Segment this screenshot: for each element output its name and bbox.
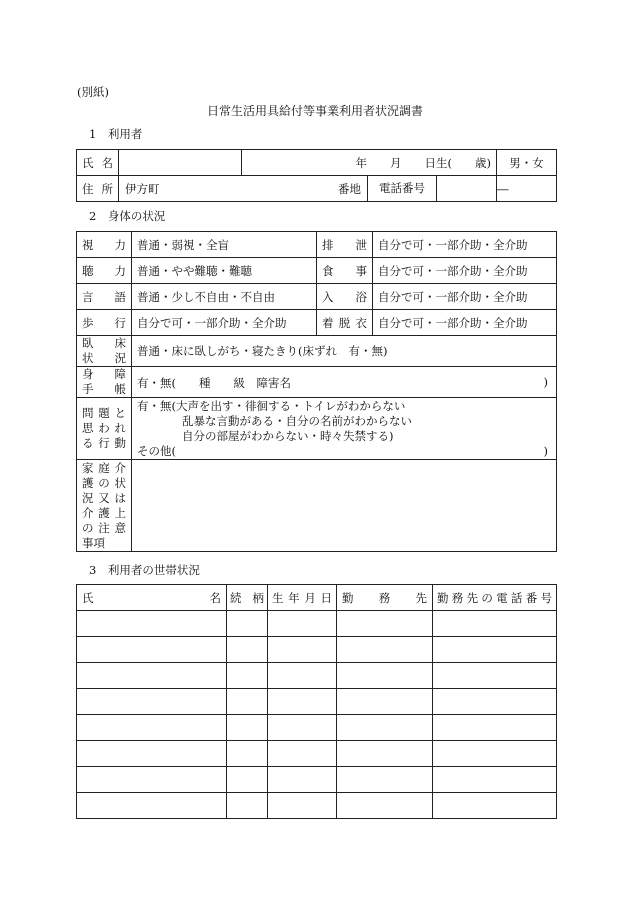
bathing-label: 入 浴 bbox=[317, 284, 373, 310]
care-label-line-1: 家庭介 bbox=[82, 461, 126, 475]
cell-relation[interactable] bbox=[227, 637, 268, 663]
cell-birth[interactable] bbox=[268, 741, 337, 767]
name-field[interactable] bbox=[119, 150, 242, 176]
handbook-label-line-1: 身 障 bbox=[82, 367, 126, 381]
problem-line-3: 自分の部屋がわからない・時々失禁する) bbox=[182, 429, 394, 443]
cell-work[interactable] bbox=[337, 663, 433, 689]
household-table bbox=[76, 584, 557, 819]
walking-label: 歩 行 bbox=[77, 310, 132, 336]
table-row bbox=[77, 715, 557, 741]
cell-birth[interactable] bbox=[268, 637, 337, 663]
problem-line-2: 乱暴な言動がある・自分の名前がわからない bbox=[182, 414, 412, 428]
cell-name[interactable] bbox=[77, 715, 227, 741]
cell-name[interactable] bbox=[77, 689, 227, 715]
care-label-line-3: 況又は bbox=[82, 491, 126, 505]
table-row bbox=[77, 637, 557, 663]
banchi-text: 番地 bbox=[338, 182, 361, 196]
family-care-field[interactable] bbox=[132, 460, 557, 552]
address-field[interactable] bbox=[119, 176, 368, 202]
meal-label: 食 事 bbox=[317, 258, 373, 284]
cell-relation[interactable] bbox=[227, 793, 268, 819]
cell-birth[interactable] bbox=[268, 689, 337, 715]
problem-label-line-3: る行動 bbox=[82, 436, 126, 450]
cell-work[interactable] bbox=[337, 689, 433, 715]
cell-birth[interactable] bbox=[268, 611, 337, 637]
physical-condition-table bbox=[76, 231, 557, 552]
table-row bbox=[77, 767, 557, 793]
problem-behavior-label bbox=[77, 398, 132, 460]
cell-name[interactable] bbox=[77, 741, 227, 767]
cell-phone[interactable] bbox=[433, 611, 557, 637]
problem-label-line-2: 思われ bbox=[82, 421, 126, 435]
cell-work[interactable] bbox=[337, 715, 433, 741]
handbook-value: 有・無( 種 級 障害名 bbox=[137, 376, 291, 390]
table-row bbox=[77, 689, 557, 715]
cell-relation[interactable] bbox=[227, 741, 268, 767]
hearing-value[interactable]: 普通・やや難聴・難聴 bbox=[132, 258, 317, 284]
speech-label: 言 語 bbox=[77, 284, 132, 310]
cell-birth[interactable] bbox=[268, 767, 337, 793]
cell-work[interactable] bbox=[337, 637, 433, 663]
problem-label-line-1: 問題と bbox=[82, 406, 126, 420]
cell-work[interactable] bbox=[337, 767, 433, 793]
cell-phone[interactable] bbox=[433, 663, 557, 689]
col-name-header bbox=[77, 585, 227, 611]
hearing-label: 聴 力 bbox=[77, 258, 132, 284]
phone-cell bbox=[368, 176, 497, 202]
section-1-heading: 1 利用者 bbox=[89, 127, 143, 141]
vision-label: 視 力 bbox=[77, 232, 132, 258]
cell-name[interactable] bbox=[77, 767, 227, 793]
walking-value[interactable]: 自分で可・一部介助・全介助 bbox=[132, 310, 317, 336]
cell-relation[interactable] bbox=[227, 767, 268, 793]
cell-phone[interactable] bbox=[433, 637, 557, 663]
family-care-label bbox=[77, 460, 132, 552]
excretion-label: 排 泄 bbox=[317, 232, 373, 258]
cell-name[interactable] bbox=[77, 611, 227, 637]
cell-work[interactable] bbox=[337, 741, 433, 767]
cell-phone[interactable] bbox=[433, 715, 557, 741]
phone-label: 電話番号 bbox=[368, 176, 437, 201]
bed-status-label bbox=[77, 336, 132, 367]
address-label: 住 所 bbox=[77, 176, 119, 202]
problem-close-paren: ) bbox=[543, 444, 548, 458]
cell-phone[interactable] bbox=[433, 793, 557, 819]
dressing-value[interactable]: 自分で可・一部介助・全介助 bbox=[373, 310, 557, 336]
col-work-header: 勤 務 先 bbox=[337, 585, 433, 611]
cell-relation[interactable] bbox=[227, 663, 268, 689]
meal-value[interactable]: 自分で可・一部介助・全介助 bbox=[373, 258, 557, 284]
table-row bbox=[77, 611, 557, 637]
section-2-heading: 2 身体の状況 bbox=[89, 209, 166, 223]
care-label-line-2: 護の状 bbox=[82, 476, 126, 490]
cell-phone[interactable] bbox=[433, 767, 557, 793]
col-name-header-2: 名 bbox=[209, 590, 221, 605]
excretion-value[interactable]: 自分で可・一部介助・全介助 bbox=[373, 232, 557, 258]
birth-date-field[interactable]: 年 月 日生( 歳) bbox=[242, 150, 497, 176]
dressing-label: 着脱衣 bbox=[317, 310, 373, 336]
table-row bbox=[77, 741, 557, 767]
cell-name[interactable] bbox=[77, 637, 227, 663]
vision-value[interactable]: 普通・弱視・全盲 bbox=[132, 232, 317, 258]
phone-dash: ― bbox=[497, 176, 557, 202]
care-label-line-6: 事項 bbox=[82, 536, 105, 550]
problem-behavior-field[interactable] bbox=[132, 398, 557, 460]
col-birth-header: 生年月日 bbox=[268, 585, 337, 611]
cell-relation[interactable] bbox=[227, 715, 268, 741]
cell-name[interactable] bbox=[77, 793, 227, 819]
sex-field[interactable]: 男・女 bbox=[497, 150, 557, 176]
care-label-line-4: 介護上 bbox=[82, 506, 126, 520]
bathing-value[interactable]: 自分で可・一部介助・全介助 bbox=[373, 284, 557, 310]
handbook-label-line-2: 手 帳 bbox=[82, 382, 126, 396]
cell-relation[interactable] bbox=[227, 689, 268, 715]
cell-work[interactable] bbox=[337, 793, 433, 819]
town-text: 伊方町 bbox=[125, 182, 160, 196]
problem-line-1: 有・無(大声を出す・徘徊する・トイレがわからない bbox=[137, 399, 406, 413]
cell-phone[interactable] bbox=[433, 689, 557, 715]
table-row bbox=[77, 663, 557, 689]
user-table bbox=[76, 149, 557, 202]
table-row bbox=[77, 793, 557, 819]
bed-status-label-line-2: 状 況 bbox=[82, 351, 126, 365]
section-3-heading: 3 利用者の世帯状況 bbox=[89, 563, 200, 577]
handbook-close-paren: ) bbox=[543, 375, 548, 389]
cell-work[interactable] bbox=[337, 611, 433, 637]
col-relation-header: 続 柄 bbox=[227, 585, 268, 611]
cell-relation[interactable] bbox=[227, 611, 268, 637]
col-name-header-1: 氏 bbox=[82, 590, 94, 605]
disability-handbook-label bbox=[77, 367, 132, 398]
cell-phone[interactable] bbox=[433, 741, 557, 767]
problem-other: その他( bbox=[137, 444, 176, 458]
col-phone-header: 勤務先の電話番号 bbox=[433, 585, 557, 611]
speech-value[interactable]: 普通・少し不自由・不自由 bbox=[132, 284, 317, 310]
cell-birth[interactable] bbox=[268, 715, 337, 741]
disability-handbook-field[interactable] bbox=[132, 367, 557, 398]
attachment-label: (別紙) bbox=[77, 85, 109, 99]
bed-status-value[interactable]: 普通・床に臥しがち・寝たきり(床ずれ 有・無) bbox=[132, 336, 557, 367]
cell-name[interactable] bbox=[77, 663, 227, 689]
cell-birth[interactable] bbox=[268, 793, 337, 819]
document-title: 日常生活用具給付等事業利用者状況調書 bbox=[206, 104, 423, 118]
cell-birth[interactable] bbox=[268, 663, 337, 689]
name-label: 氏 名 bbox=[77, 150, 119, 176]
bed-status-label-line-1: 臥 床 bbox=[82, 336, 126, 350]
care-label-line-5: の注意 bbox=[82, 521, 126, 535]
